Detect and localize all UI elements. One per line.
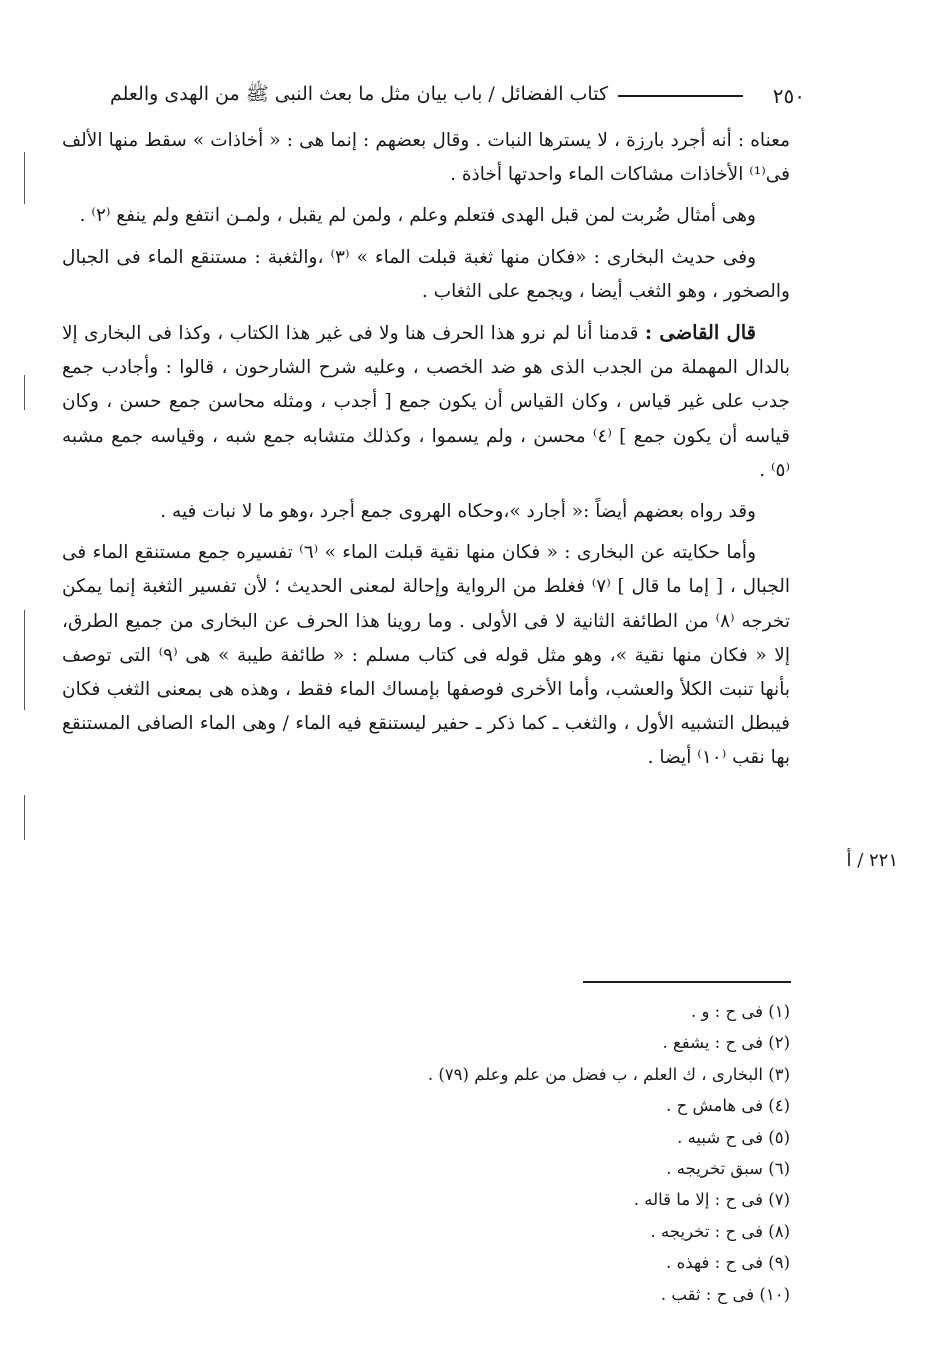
paragraph-4-lead: قال القاضى : — [644, 321, 756, 345]
paragraph-2: وهى أمثال ضُربت لمن قبل الهدى فتعلم وعلم ، ولمن لم يقبل ، ولمـن انتفع ولم ينفع ⁽٢⁾ . — [79, 205, 756, 227]
footnote: (١٠) فى ح : ثقب . — [660, 1284, 790, 1304]
paragraph-1: معناه : أنه أجرد بارزة ، لا يسترها النبات . وقال بعضهم : إنما هى : « أخاذات » سقط منها الألف فى⁽¹⁾ الأخاذات مشاكات الماء واحدتها أخاذة . — [62, 130, 790, 186]
footnote: (٢) فى ح : يشفع . — [662, 1033, 790, 1053]
page-header — [60, 78, 805, 114]
footnote: (٦) سبق تخريجه . — [666, 1159, 790, 1179]
main-text — [62, 124, 790, 783]
footnote: (٩) فى ح : فهذه . — [666, 1253, 790, 1273]
footnote: (٨) فى ح : تخريجه . — [650, 1221, 790, 1241]
footnote-separator — [583, 981, 791, 983]
footnote: (٧) فى ح : إلا ما قاله . — [633, 1190, 790, 1210]
paragraph-4-text: قدمنا أنا لم نرو هذا الحرف هنا ولا فى غير هذا الكتاب ، وكذا فى البخارى إلا بالدال المهملة من الجدب الذى هو ضد الخصب ، وعليه شرح الشارحون ، قالوا : وأجادب جمع جدب على غير قياس ، وكان القياس أن يكون جمع [ أجدب ، ومثله محاسن جمع حسن ، وكان قياسه أن يكون جمع ] ⁽٤⁾ محسن ، ولم يسموا ، وكذلك متشابه جمع شبه ، وقياسه جمع مشبه ⁽٥⁾ . — [62, 323, 791, 481]
margin-line — [24, 610, 25, 710]
header-rule — [618, 95, 743, 97]
footnote: (٥) فى ح شبيه . — [677, 1127, 790, 1147]
footnotes — [200, 996, 790, 1310]
paragraph-3: وفى حديث البخارى : «فكان منها ثغبة قبلت الماء » ⁽٣⁾ ،والثغبة : مستنقع الماء فى الجبال والصخور ، وهو الثغب أيضا ، ويجمع على الثغاب . — [62, 246, 790, 302]
manuscript-folio-marker: ٢٢١ / أ — [846, 850, 898, 871]
paragraph-6: وأما حكايته عن البخارى : « فكان منها نقية قبلت الماء » ⁽٦⁾ تفسيره جمع مستنقع الماء فى الجبال ، [ إما ما قال ] ⁽٧⁾ فغلط من الرواية وإحالة لمعنى الحديث ؛ لأن تفسير الثغبة إنما يمكن تخرجه ⁽٨⁾ من الطائفة الثانية لا فى الأولى . وما روينا هذا الحرف عن البخارى من جميع الطرق، إلا « فكان منها نقية »، وهو مثل قوله فى كتاب مسلم : « طائفة طيبة » هى ⁽٩⁾ التى توصف بأنها تنبت الكلأ والعشب، وأما الأخرى فوصفها بإمساك الماء فقط ، وهذه هى بمعنى الثغب فكان فيبطل التشبيه الأول ، والثغب ـ كما ذكر ـ حفير ليستنقع فيه الماء / وهى الماء الصافى المستنقع بها نقب ⁽١٠⁾ أيضا . — [62, 542, 790, 769]
paragraph-4 — [62, 316, 790, 488]
footnote: (٣) البخارى ، ك العلم ، ب فضل من علم وعلم (٧٩) . — [427, 1064, 790, 1084]
footnote: (٤) فى هامش ح . — [666, 1096, 790, 1116]
running-title: كتاب الفضائل / باب بيان مثل ما بعث النبى ﷺ من الهدى والعلم — [109, 83, 608, 105]
paragraph-5: وقد رواه بعضهم أيضاً :« أجارد »،وحكاه الهروى جمع أجرد ،وهو ما لا نبات فيه . — [160, 501, 756, 523]
footnote: (١) فى ح : و . — [690, 1002, 790, 1021]
page-number: ٢٥٠ — [772, 84, 805, 108]
margin-line — [24, 375, 25, 410]
margin-line — [24, 795, 25, 840]
margin-line — [24, 152, 25, 204]
